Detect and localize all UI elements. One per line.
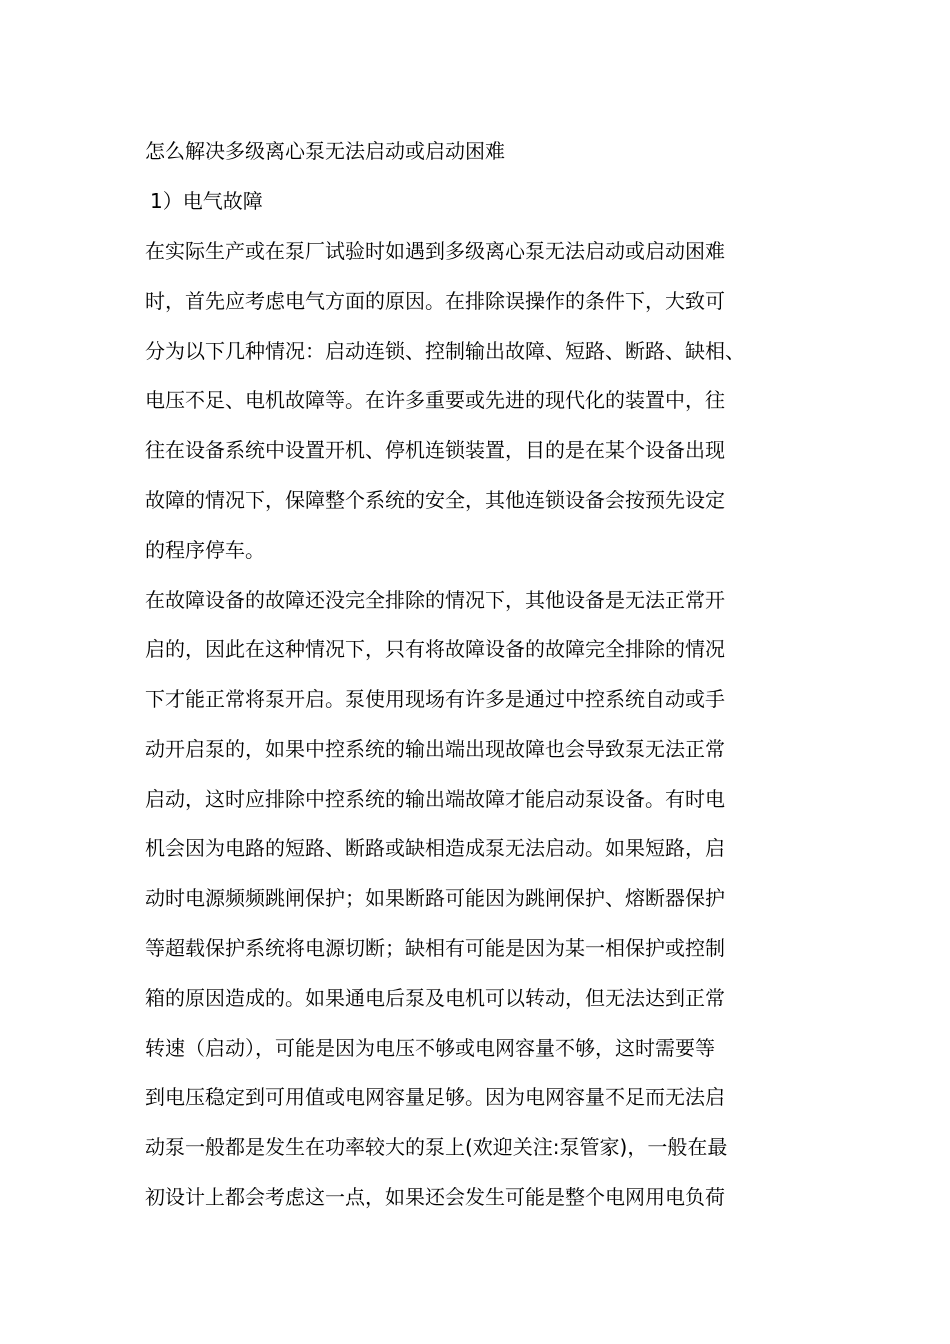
body-line: 转速（启动），可能是因为电压不够或电网容量不够，这时需要等 <box>145 1036 715 1060</box>
body-line: 初设计上都会考虑这一点，如果还会发生可能是整个电网用电负荷 <box>145 1185 725 1209</box>
body-line: 启的，因此在这种情况下，只有将故障设备的故障完全排除的情况 <box>145 637 725 661</box>
body-line: 往在设备系统中设置开机、停机连锁装置，目的是在某个设备出现 <box>145 438 725 462</box>
body-line: 动时电源频频跳闸保护；如果断路可能因为跳闸保护、熔断器保护 <box>145 886 725 910</box>
body-line: 启动，这时应排除中控系统的输出端故障才能启动泵设备。有时电 <box>145 787 725 811</box>
body-line: 的程序停车。 <box>145 538 265 562</box>
body-line: 故障的情况下，保障整个系统的安全，其他连锁设备会按预先设定 <box>145 488 725 512</box>
body-line: 在故障设备的故障还没完全排除的情况下，其他设备是无法正常开 <box>145 588 725 612</box>
body-line: 分为以下几种情况：启动连锁、控制输出故障、短路、断路、缺相、 <box>145 339 745 363</box>
body-line: 下才能正常将泵开启。泵使用现场有许多是通过中控系统自动或手 <box>145 687 725 711</box>
body-line: 动开启泵的，如果中控系统的输出端出现故障也会导致泵无法正常 <box>145 737 725 761</box>
body-line: 箱的原因造成的。如果通电后泵及电机可以转动，但无法达到正常 <box>145 986 725 1010</box>
body-line: 动泵一般都是发生在功率较大的泵上(欢迎关注:泵管家)，一般在最 <box>145 1135 728 1159</box>
body-line: 在实际生产或在泵厂试验时如遇到多级离心泵无法启动或启动困难 <box>145 239 725 263</box>
body-line: 到电压稳定到可用值或电网容量足够。因为电网容量不足而无法启 <box>145 1085 725 1109</box>
section-heading: 1）电气故障 <box>150 189 263 213</box>
body-line: 等超载保护系统将电源切断；缺相有可能是因为某一相保护或控制 <box>145 936 725 960</box>
document-title: 怎么解决多级离心泵无法启动或启动困难 <box>145 139 505 163</box>
body-line: 电压不足、电机故障等。在许多重要或先进的现代化的装置中，往 <box>145 388 725 412</box>
body-line: 机会因为电路的短路、断路或缺相造成泵无法启动。如果短路，启 <box>145 836 725 860</box>
body-line: 时，首先应考虑电气方面的原因。在排除误操作的条件下，大致可 <box>145 289 725 313</box>
